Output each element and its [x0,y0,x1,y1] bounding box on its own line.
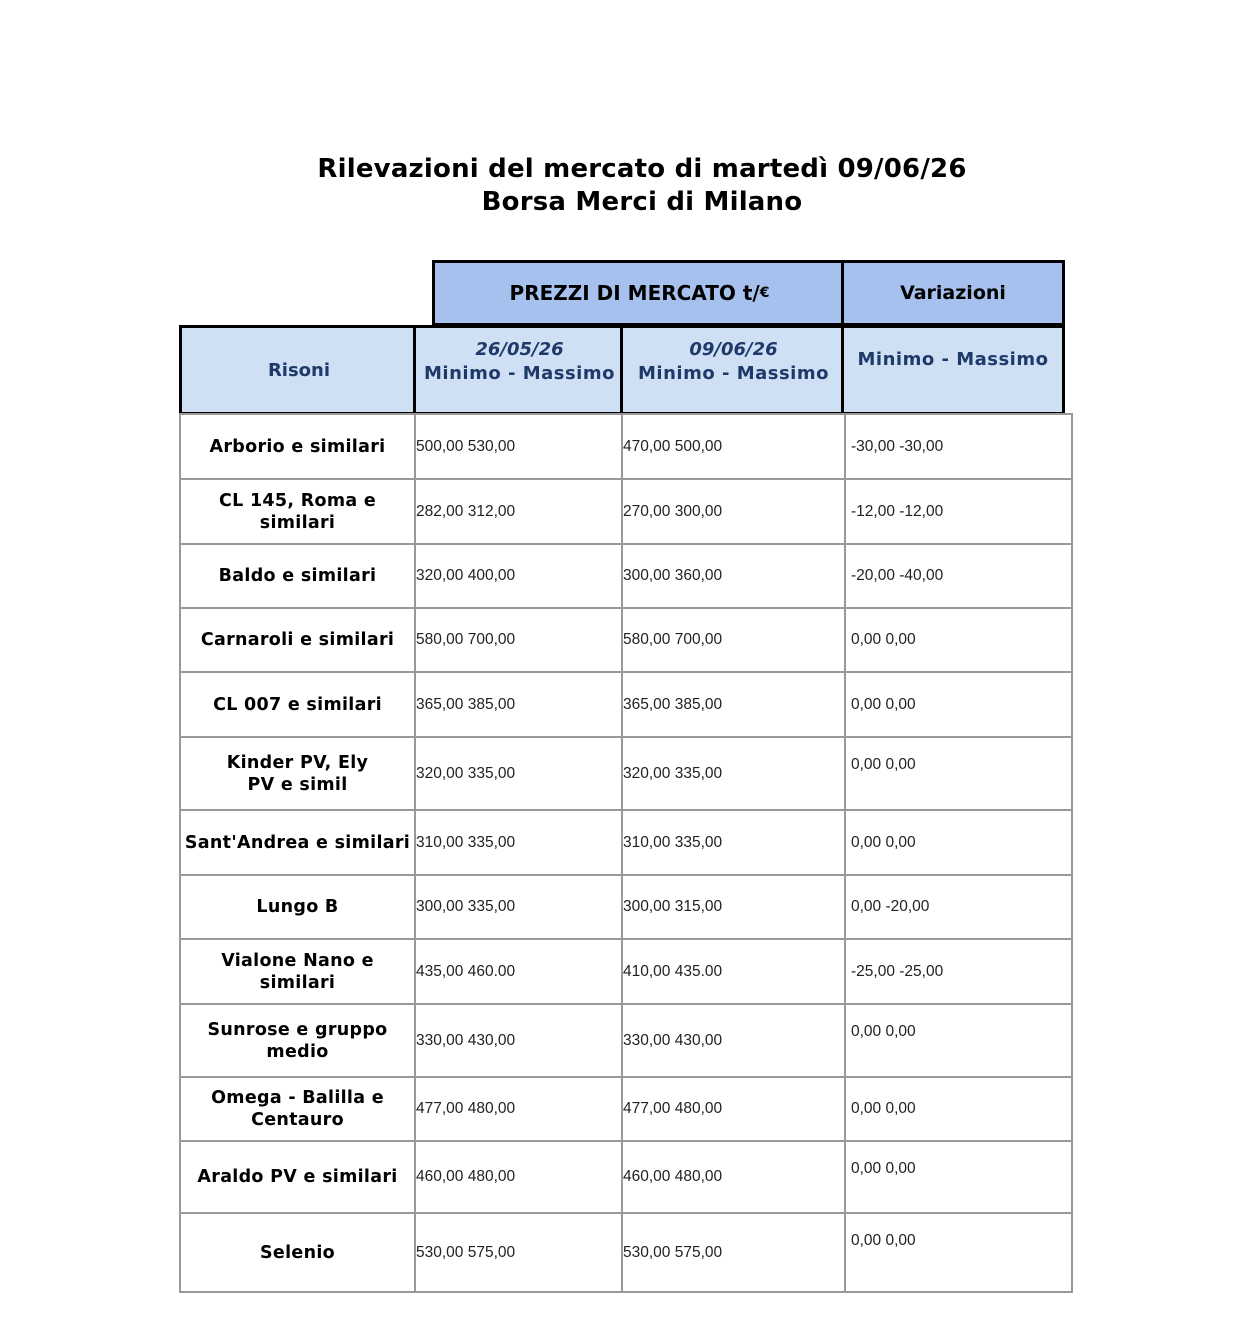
table-row [180,672,1072,737]
price-variation: 0,00 0,00 [845,810,1072,875]
table-row [180,608,1072,672]
table-row [180,1141,1072,1213]
curr-price: 310,00 335,00 [622,810,845,875]
table-row [180,737,1072,810]
curr-price: 530,00 575,00 [622,1213,845,1292]
curr-price: 330,00 430,00 [622,1004,845,1077]
document-title: Rilevazioni del mercato di martedì 09/06/26 [317,154,967,184]
prev-price: 282,00 312,00 [415,479,622,544]
rice-name: Sunrose e gruppo medio [180,1004,415,1077]
curr-price: 580,00 700,00 [622,608,845,672]
rice-name: CL 145, Roma e similari [180,479,415,544]
price-variation: -30,00 -30,00 [845,414,1072,479]
rice-name: Omega - Balilla e Centauro [180,1077,415,1141]
curr-price: 410,00 435.00 [622,939,845,1004]
table-row [180,810,1072,875]
prev-price: 580,00 700,00 [415,608,622,672]
curr-price: 477,00 480,00 [622,1077,845,1141]
table-row [180,1077,1072,1141]
prev-price: 320,00 335,00 [415,737,622,810]
header-col1-range: Minimo - Massimo [424,363,615,384]
header-risoni: Risoni [179,325,416,415]
table-row [180,939,1072,1004]
price-variation: -12,00 -12,00 [845,479,1072,544]
table-row [180,479,1072,544]
header-prezzi-label: PREZZI DI MERCATO t/ [509,281,760,305]
header-current-date [620,325,844,415]
prev-price: 300,00 335,00 [415,875,622,939]
header-col2-range: Minimo - Massimo [638,363,829,384]
rice-name: Baldo e similari [180,544,415,608]
rice-name: Selenio [180,1213,415,1292]
table-row [180,414,1072,479]
rice-name: Arborio e similari [180,414,415,479]
table-row [180,875,1072,939]
curr-price: 300,00 360,00 [622,544,845,608]
prev-price: 477,00 480,00 [415,1077,622,1141]
header-prezzi-unit: € [759,285,770,301]
prev-price: 330,00 430,00 [415,1004,622,1077]
prev-price: 320,00 400,00 [415,544,622,608]
rice-name: Araldo PV e similari [180,1141,415,1213]
prev-price: 365,00 385,00 [415,672,622,737]
header-variazioni: Variazioni [841,260,1065,326]
curr-price: 460,00 480,00 [622,1141,845,1213]
prev-price: 435,00 460.00 [415,939,622,1004]
header-variazioni-range [841,325,1065,415]
rice-name: CL 007 e similari [180,672,415,737]
rice-name: Lungo B [180,875,415,939]
rice-name: Sant'Andrea e similari [180,810,415,875]
price-variation: -25,00 -25,00 [845,939,1072,1004]
prev-price: 500,00 530,00 [415,414,622,479]
price-variation: 0,00 -20,00 [845,875,1072,939]
price-table [179,413,1073,1293]
header-col1-date: 26/05/26 [475,339,564,360]
curr-price: 320,00 335,00 [622,737,845,810]
header-prezzi-di-mercato [432,260,844,326]
price-variation: 0,00 0,00 [845,737,1072,810]
price-variation: 0,00 0,00 [845,1141,1072,1213]
price-variation: -20,00 -40,00 [845,544,1072,608]
rice-name: Carnaroli e similari [180,608,415,672]
prev-price: 460,00 480,00 [415,1141,622,1213]
table-row [180,1213,1072,1292]
rice-name: Kinder PV, Ely PV e simil [180,737,415,810]
price-variation: 0,00 0,00 [845,1004,1072,1077]
rice-name: Vialone Nano e similari [180,939,415,1004]
prev-price: 310,00 335,00 [415,810,622,875]
price-variation: 0,00 0,00 [845,608,1072,672]
curr-price: 470,00 500,00 [622,414,845,479]
header-previous-date [413,325,623,415]
curr-price: 365,00 385,00 [622,672,845,737]
curr-price: 300,00 315,00 [622,875,845,939]
curr-price: 270,00 300,00 [622,479,845,544]
prev-price: 530,00 575,00 [415,1213,622,1292]
header-col3-range: Minimo - Massimo [857,349,1049,370]
price-variation: 0,00 0,00 [845,1213,1072,1292]
header-col2-date: 09/06/26 [689,339,778,360]
document-subtitle: Borsa Merci di Milano [481,187,803,217]
table-row [180,1004,1072,1077]
price-variation: 0,00 0,00 [845,1077,1072,1141]
table-row [180,544,1072,608]
price-variation: 0,00 0,00 [845,672,1072,737]
